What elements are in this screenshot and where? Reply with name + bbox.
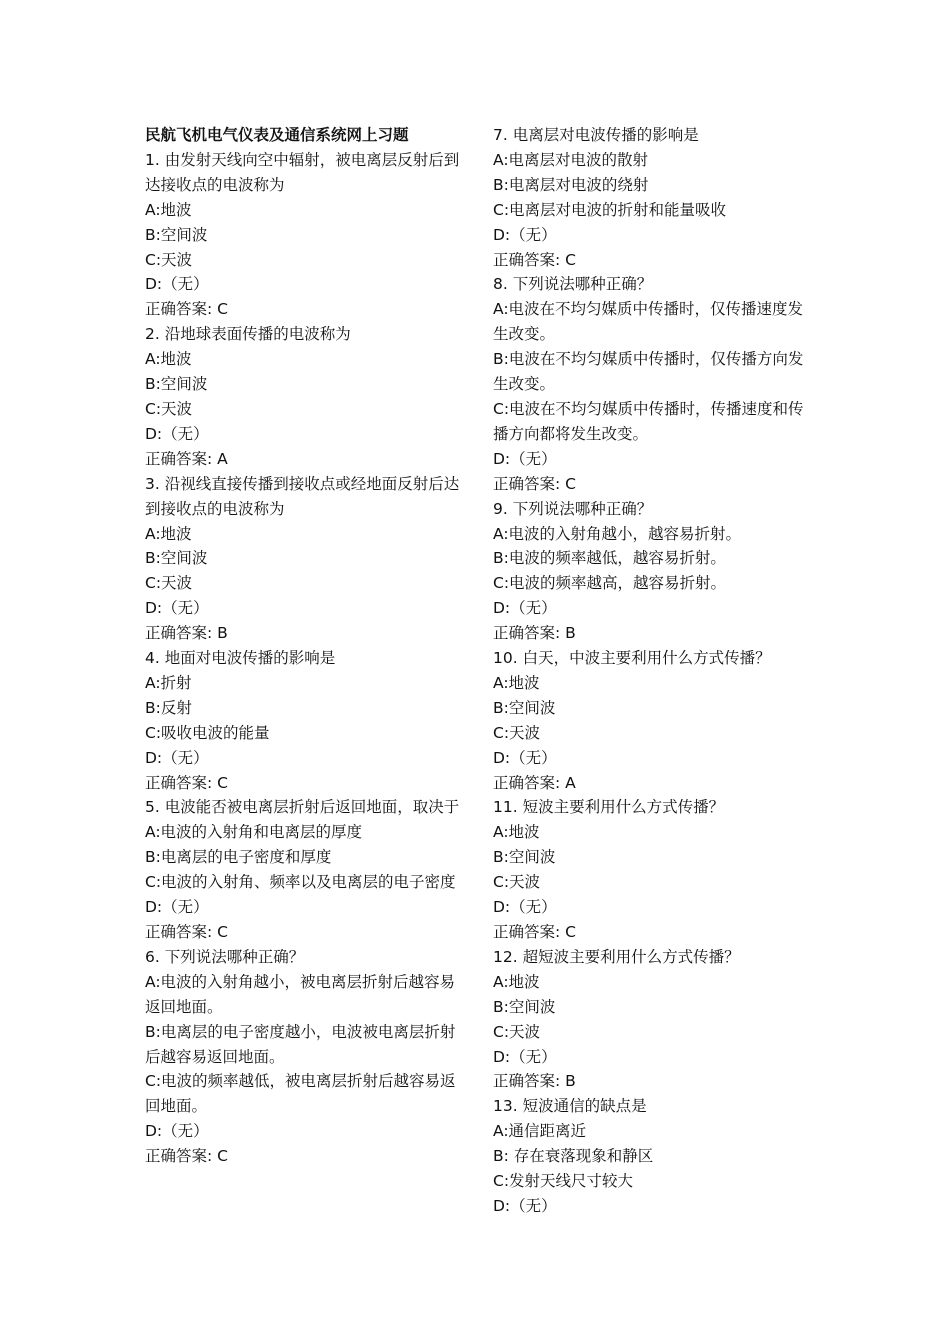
answer-option: A:地波 bbox=[493, 972, 540, 991]
answer-option: D:（无） bbox=[145, 748, 209, 767]
correct-answer: 正确答案: C bbox=[145, 773, 228, 792]
correct-answer: 正确答案: B bbox=[493, 1072, 576, 1091]
question-text: 3. 沿视线直接传播到接收点或经地面反射后达到接收点的电波称为 bbox=[145, 474, 460, 518]
answer-option: C:天波 bbox=[145, 574, 193, 593]
answer-option: C:电波的频率越低，被电离层折射后越容易返回地面。 bbox=[145, 1072, 456, 1116]
answer-option: D:（无） bbox=[493, 599, 557, 618]
correct-answer: 正确答案: C bbox=[493, 474, 576, 493]
answer-option: C:电波的频率越高，越容易折射。 bbox=[493, 574, 727, 593]
correct-answer: 正确答案: B bbox=[145, 624, 228, 643]
answer-option: D:（无） bbox=[145, 424, 209, 443]
answer-option: D:（无） bbox=[493, 1196, 557, 1215]
answer-option: A:电波在不均匀媒质中传播时，仅传播速度发生改变。 bbox=[493, 300, 804, 344]
answer-option: A:电波的入射角和电离层的厚度 bbox=[145, 823, 363, 842]
answer-option: C:天波 bbox=[145, 399, 193, 418]
answer-option: D:（无） bbox=[493, 1047, 557, 1066]
answer-option: D:（无） bbox=[493, 898, 557, 917]
answer-option: D:（无） bbox=[145, 275, 209, 294]
question-text: 1. 由发射天线向空中辐射，被电离层反射后到达接收点的电波称为 bbox=[145, 150, 460, 194]
answer-option: B:电波在不均匀媒质中传播时，仅传播方向发生改变。 bbox=[493, 350, 804, 394]
question-text: 8. 下列说法哪种正确？ bbox=[493, 275, 653, 294]
answer-option: C:天波 bbox=[145, 250, 193, 269]
answer-option: D:（无） bbox=[493, 225, 557, 244]
question-text: 10. 白天，中波主要利用什么方式传播？ bbox=[493, 649, 771, 668]
answer-option: C:电波在不均匀媒质中传播时，传播速度和传播方向都将发生改变。 bbox=[493, 399, 804, 443]
answer-option: B:电离层对电波的绕射 bbox=[493, 175, 649, 194]
answer-option: B:空间波 bbox=[145, 225, 208, 244]
answer-option: B:空间波 bbox=[145, 549, 208, 568]
correct-answer: 正确答案: A bbox=[145, 449, 228, 468]
question-text: 5. 电波能否被电离层折射后返回地面，取决于 bbox=[145, 798, 460, 817]
correct-answer: 正确答案: C bbox=[145, 300, 228, 319]
answer-option: B:电离层的电子密度越小，电波被电离层折射后越容易返回地面。 bbox=[145, 1022, 456, 1066]
answer-option: A:地波 bbox=[145, 200, 192, 219]
correct-answer: 正确答案: B bbox=[493, 624, 576, 643]
answer-option: B:空间波 bbox=[493, 997, 556, 1016]
answer-option: B: 存在衰落现象和静区 bbox=[493, 1147, 654, 1166]
question-text: 2. 沿地球表面传播的电波称为 bbox=[145, 325, 351, 344]
question-text: 4. 地面对电波传播的影响是 bbox=[145, 649, 336, 668]
answer-option: C:电波的入射角、频率以及电离层的电子密度 bbox=[145, 873, 456, 892]
answer-option: A:电波的入射角越小，越容易折射。 bbox=[493, 524, 742, 543]
answer-option: C:发射天线尺寸较大 bbox=[493, 1172, 634, 1191]
answer-option: A:地波 bbox=[493, 673, 540, 692]
answer-option: D:（无） bbox=[145, 599, 209, 618]
answer-option: C:天波 bbox=[493, 873, 541, 892]
answer-option: A:地波 bbox=[493, 823, 540, 842]
correct-answer: 正确答案: A bbox=[493, 773, 576, 792]
correct-answer: 正确答案: C bbox=[493, 923, 576, 941]
question-text: 11. 短波主要利用什么方式传播？ bbox=[493, 798, 725, 817]
answer-option: A:地波 bbox=[145, 350, 192, 369]
left-column bbox=[145, 123, 465, 1169]
answer-option: D:（无） bbox=[493, 449, 557, 468]
document-title: 民航飞机电气仪表及通信系统网上习题 bbox=[145, 126, 409, 144]
answer-option: B:电波的频率越低，越容易折射。 bbox=[493, 549, 726, 568]
question-text: 9. 下列说法哪种正确？ bbox=[493, 499, 653, 518]
answer-option: D:（无） bbox=[493, 748, 557, 767]
answer-option: A:电波的入射角越小，被电离层折射后越容易返回地面。 bbox=[145, 972, 456, 1016]
correct-answer: 正确答案: C bbox=[145, 923, 228, 941]
question-text: 6. 下列说法哪种正确？ bbox=[145, 947, 305, 966]
answer-option: B:空间波 bbox=[145, 375, 208, 394]
question-text: 7. 电离层对电波传播的影响是 bbox=[493, 126, 699, 144]
answer-option: A:地波 bbox=[145, 524, 192, 543]
answer-option: B:电离层的电子密度和厚度 bbox=[145, 848, 332, 867]
question-text: 12. 超短波主要利用什么方式传播？ bbox=[493, 947, 740, 966]
answer-option: B:反射 bbox=[145, 698, 192, 717]
question-text: 13. 短波通信的缺点是 bbox=[493, 1097, 647, 1116]
answer-option: C:吸收电波的能量 bbox=[145, 723, 270, 742]
answer-option: C:天波 bbox=[493, 723, 541, 742]
right-column bbox=[493, 123, 813, 1219]
answer-option: B:空间波 bbox=[493, 698, 556, 717]
answer-option: D:（无） bbox=[145, 898, 209, 917]
answer-option: C:电离层对电波的折射和能量吸收 bbox=[493, 200, 727, 219]
answer-option: A:电离层对电波的散射 bbox=[493, 150, 649, 169]
answer-option: C:天波 bbox=[493, 1022, 541, 1041]
answer-option: A:通信距离近 bbox=[493, 1122, 587, 1141]
answer-option: B:空间波 bbox=[493, 848, 556, 867]
correct-answer: 正确答案: C bbox=[145, 1147, 228, 1166]
answer-option: A:折射 bbox=[145, 673, 192, 692]
answer-option: D:（无） bbox=[145, 1122, 209, 1141]
correct-answer: 正确答案: C bbox=[493, 250, 576, 269]
